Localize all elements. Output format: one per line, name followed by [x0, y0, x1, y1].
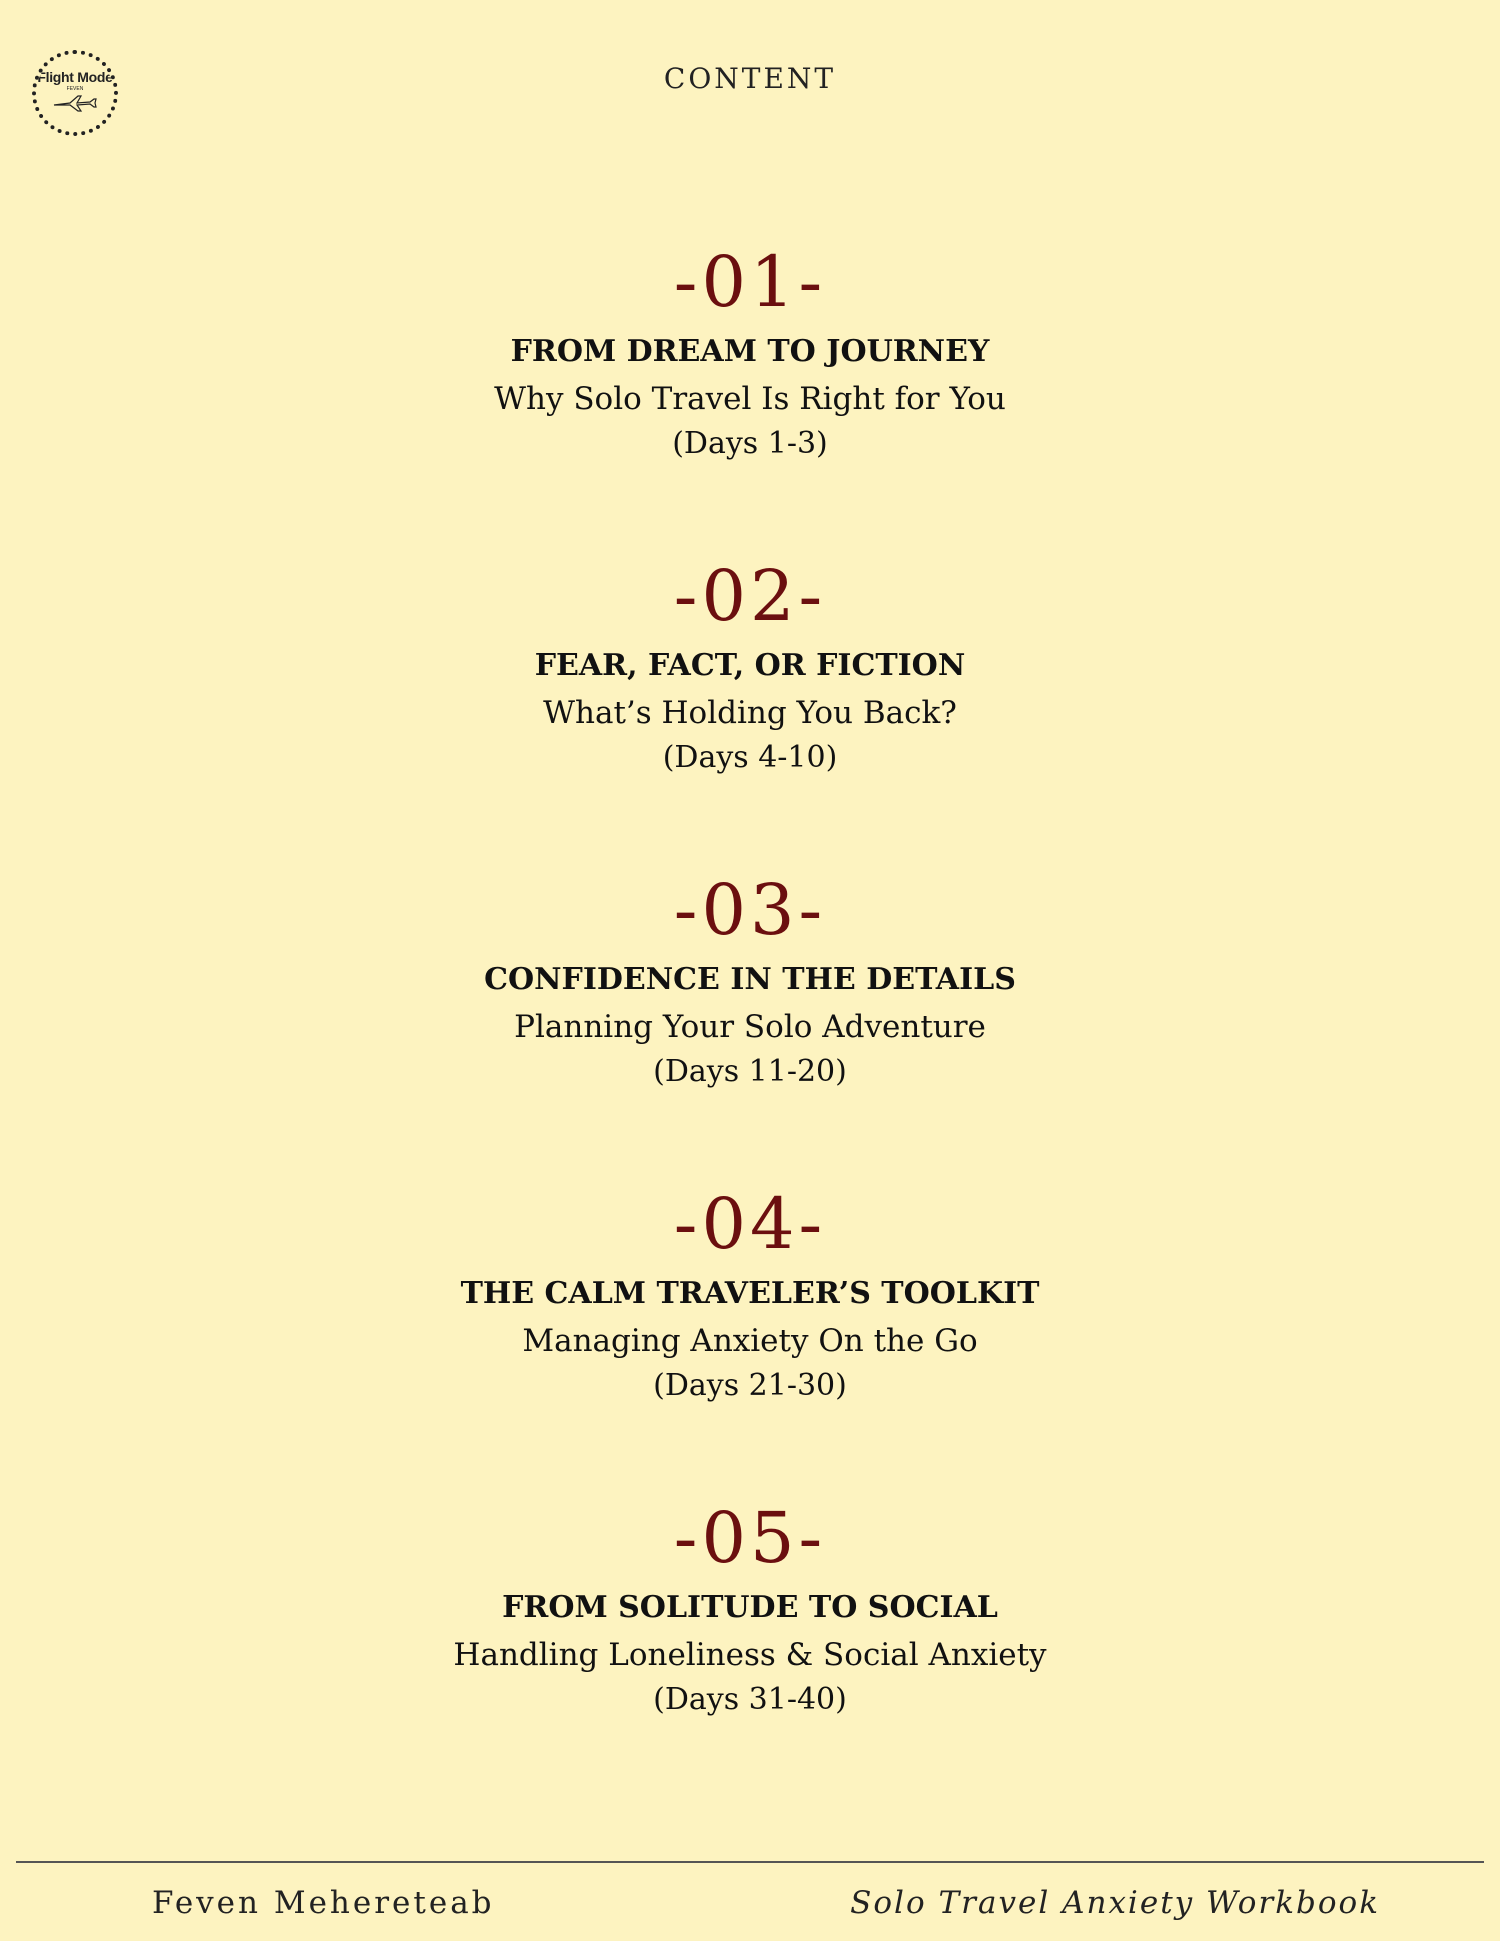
toc-section-01 — [0, 240, 1500, 554]
footer-book-title: Solo Travel Anxiety Workbook — [850, 1885, 1380, 1921]
section-title: FROM SOLITUDE TO SOCIAL — [502, 1590, 998, 1625]
table-of-contents — [0, 240, 1500, 1810]
section-number: -01- — [673, 241, 827, 323]
toc-section-04 — [0, 1182, 1500, 1496]
section-subtitle: Why Solo Travel Is Right for You — [494, 381, 1006, 417]
section-subtitle: Handling Loneliness & Social Anxiety — [453, 1637, 1047, 1673]
section-title: THE CALM TRAVELER’S TOOLKIT — [460, 1276, 1040, 1311]
footer-divider — [16, 1861, 1484, 1863]
section-title: FEAR, FACT, OR FICTION — [534, 648, 966, 683]
section-days: (Days 1-3) — [672, 426, 828, 461]
section-subtitle: Managing Anxiety On the Go — [522, 1323, 978, 1359]
section-title: FROM DREAM TO JOURNEY — [510, 334, 990, 369]
toc-section-02 — [0, 554, 1500, 868]
logo-text: Flight Mode — [37, 69, 113, 85]
toc-section-03 — [0, 868, 1500, 1182]
section-days: (Days 4-10) — [662, 740, 838, 775]
airplane-icon — [50, 94, 100, 112]
section-subtitle: What’s Holding You Back? — [543, 695, 957, 731]
section-number: -03- — [673, 869, 827, 951]
section-title: CONFIDENCE IN THE DETAILS — [484, 962, 1016, 997]
section-days: (Days 21-30) — [653, 1368, 847, 1403]
section-subtitle: Planning Your Solo Adventure — [514, 1009, 986, 1045]
page-title: CONTENT — [663, 62, 837, 95]
footer-author: Feven Mehereteab — [152, 1885, 495, 1921]
section-number: -04- — [673, 1183, 827, 1265]
section-number: -02- — [673, 555, 827, 637]
section-days: (Days 31-40) — [653, 1682, 847, 1717]
logo-subtext: FEVEN — [66, 86, 84, 92]
section-number: -05- — [673, 1497, 827, 1579]
toc-section-05 — [0, 1496, 1500, 1810]
section-days: (Days 11-20) — [653, 1054, 847, 1089]
